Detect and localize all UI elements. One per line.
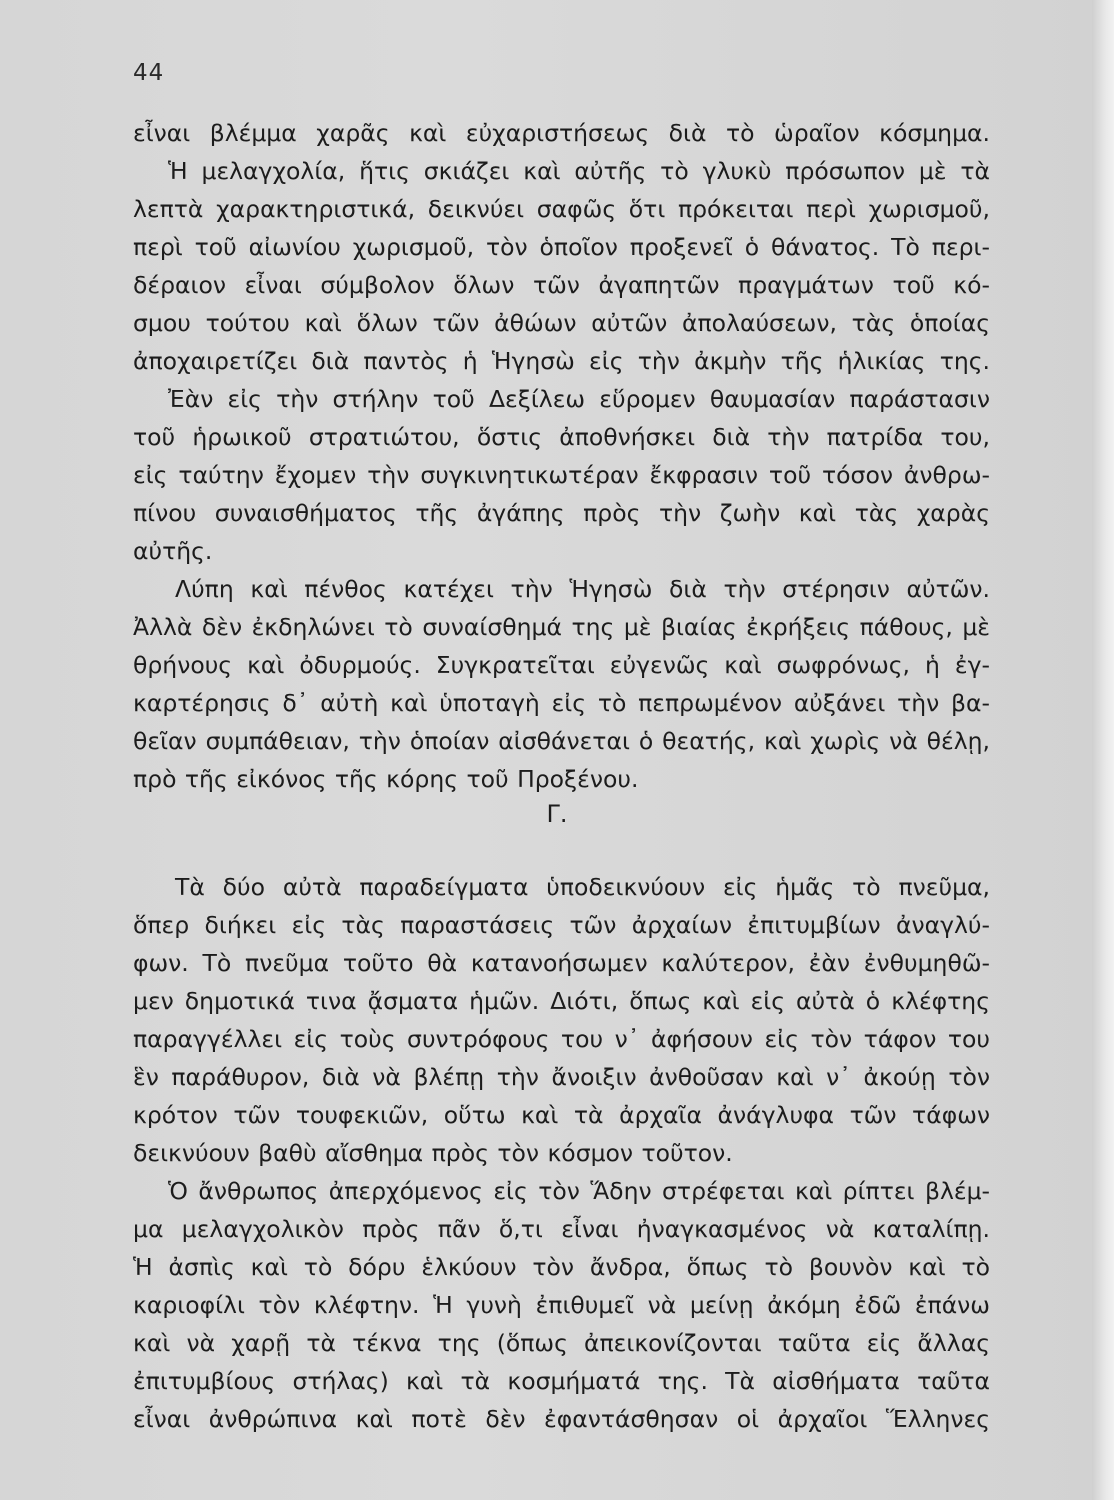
page-edge bbox=[1092, 0, 1114, 1500]
text-line: μα μελαγχολικὸν πρὸς πᾶν ὅ,τι εἶναι ἠναγκασμένος νὰ καταλίπῃ. bbox=[133, 1215, 990, 1243]
text-line: εἰς ταύτην ἔχομεν τὴν συγκινητικωτέραν ἔκφρασιν τοῦ τόσον ἀνθρω- bbox=[133, 461, 990, 489]
text-line: δέραιον εἶναι σύμβολον ὅλων τῶν ἀγαπητῶν πραγμάτων τοῦ κό- bbox=[133, 271, 990, 299]
text-line: Ἡ μελαγχολία, ἥτις σκιάζει καὶ αὐτῆς τὸ γλυκὺ πρόσωπον μὲ τὰ bbox=[168, 157, 990, 185]
text-line: εἶναι βλέμμα χαρᾶς καὶ εὐχαριστήσεως διὰ τὸ ὡραῖον κόσμημα. bbox=[133, 119, 990, 147]
text-line: Ἀλλὰ δὲν ἐκδηλώνει τὸ συναίσθημά της μὲ βιαίας ἐκρήξεις πάθους, μὲ bbox=[133, 613, 990, 641]
text-line: ἀποχαιρετίζει διὰ παντὸς ἡ Ἡγησὼ εἰς τὴν ἀκμὴν τῆς ἡλικίας της. bbox=[133, 347, 990, 375]
text-line: Ὁ ἄνθρωπος ἀπερχόμενος εἰς τὸν Ἅδην στρέφεται καὶ ρίπτει βλέμ- bbox=[168, 1177, 990, 1205]
text-line: ἐπιτυμβίους στήλας) καὶ τὰ κοσμήματά της. Τὰ αἰσθήματα ταῦτα bbox=[133, 1367, 990, 1395]
text-line: καρτέρησις δ᾽ αὐτὴ καὶ ὑποταγὴ εἰς τὸ πεπρωμένον αὐξάνει τὴν βα- bbox=[133, 689, 990, 717]
text-line: ἓν παράθυρον, διὰ νὰ βλέπῃ τὴν ἄνοιξιν ἀνθοῦσαν καὶ ν᾽ ἀκούῃ τὸν bbox=[133, 1063, 990, 1091]
text-line: τοῦ ἡρωικοῦ στρατιώτου, ὅστις ἀποθνήσκει διὰ τὴν πατρίδα του, bbox=[133, 423, 990, 451]
text-line: εἶναι ἀνθρώπινα καὶ ποτὲ δὲν ἐφαντάσθησαν οἱ ἀρχαῖοι Ἕλληνες bbox=[133, 1405, 990, 1433]
text-line: θεῖαν συμπάθειαν, τὴν ὁποίαν αἰσθάνεται ὁ θεατής, καὶ χωρὶς νὰ θέλῃ, bbox=[133, 727, 990, 755]
text-line: Τὰ δύο αὐτὰ παραδείγματα ὑποδεικνύουν εἰς ἡμᾶς τὸ πνεῦμα, bbox=[175, 873, 990, 901]
section-heading: Γ. bbox=[546, 800, 568, 828]
text-line: καὶ νὰ χαρῇ τὰ τέκνα της (ὅπως ἀπεικονίζονται ταῦτα εἰς ἄλλας bbox=[133, 1329, 990, 1357]
text-line: δεικνύουν βαθὺ αἴσθημα πρὸς τὸν κόσμον τοῦτον. bbox=[133, 1139, 733, 1167]
text-line: καριοφίλι τὸν κλέφτην. Ἡ γυνὴ ἐπιθυμεῖ νὰ μείνῃ ἀκόμη ἐδῶ ἐπάνω bbox=[133, 1291, 990, 1319]
text-line: λεπτὰ χαρακτηριστικά, δεικνύει σαφῶς ὅτι πρόκειται περὶ χωρισμοῦ, bbox=[133, 195, 990, 223]
text-line: ὅπερ διήκει εἰς τὰς παραστάσεις τῶν ἀρχαίων ἐπιτυμβίων ἀναγλύ- bbox=[133, 911, 990, 939]
text-line: Λύπη καὶ πένθος κατέχει τὴν Ἡγησὼ διὰ τὴν στέρησιν αὐτῶν. bbox=[175, 575, 990, 603]
text-line: μεν δημοτικά τινα ᾄσματα ἡμῶν. Διότι, ὅπως καὶ εἰς αὐτὰ ὁ κλέφτης bbox=[133, 987, 990, 1015]
text-line: φων. Τὸ πνεῦμα τοῦτο θὰ κατανοήσωμεν καλύτερον, ἐὰν ἐνθυμηθῶ- bbox=[133, 949, 990, 977]
text-line: αὐτῆς. bbox=[133, 537, 213, 565]
text-line: κρότον τῶν τουφεκιῶν, οὕτω καὶ τὰ ἀρχαῖα ἀνάγλυφα τῶν τάφων bbox=[133, 1101, 990, 1129]
text-line: θρήνους καὶ ὀδυρμούς. Συγκρατεῖται εὐγενῶς καὶ σωφρόνως, ἡ ἐγ- bbox=[133, 651, 990, 679]
text-line: πίνου συναισθήματος τῆς ἀγάπης πρὸς τὴν ζωὴν καὶ τὰς χαρὰς bbox=[133, 499, 990, 527]
text-line: παραγγέλλει εἰς τοὺς συντρόφους του ν᾽ ἀφήσουν εἰς τὸν τάφον του bbox=[133, 1025, 990, 1053]
text-line: σμου τούτου καὶ ὅλων τῶν ἀθώων αὐτῶν ἀπολαύσεων, τὰς ὁποίας bbox=[133, 309, 990, 337]
text-line: Ἡ ἀσπὶς καὶ τὸ δόρυ ἑλκύουν τὸν ἄνδρα, ὅπως τὸ βουνὸν καὶ τὸ bbox=[133, 1253, 990, 1281]
text-line: περὶ τοῦ αἰωνίου χωρισμοῦ, τὸν ὁποῖον προξενεῖ ὁ θάνατος. Τὸ περι- bbox=[133, 233, 990, 261]
page-number: 44 bbox=[133, 60, 165, 86]
text-line: πρὸ τῆς εἰκόνος τῆς κόρης τοῦ Προξένου. bbox=[133, 765, 639, 793]
text-line: Ἐὰν εἰς τὴν στήλην τοῦ Δεξίλεω εὕρομεν θαυμασίαν παράστασιν bbox=[168, 385, 990, 413]
